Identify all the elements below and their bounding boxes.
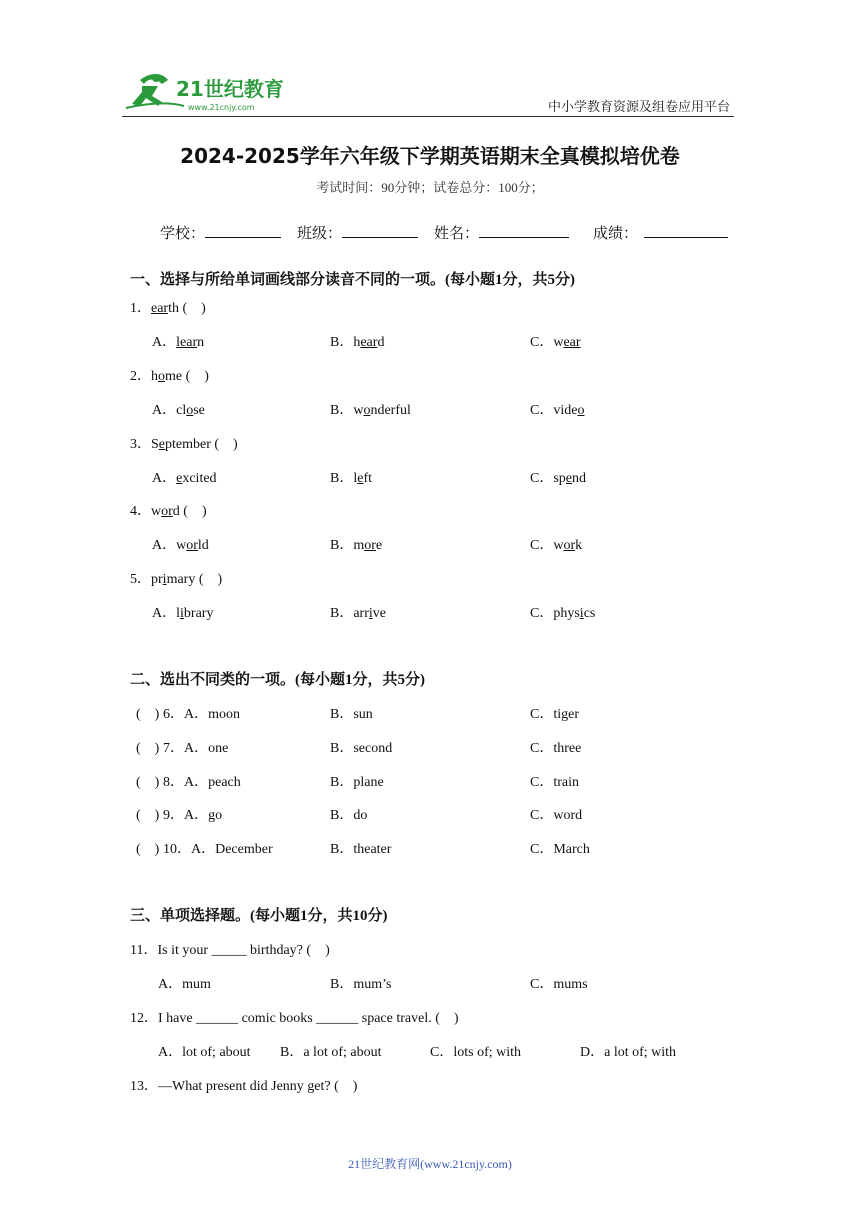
underlined-part: or xyxy=(161,504,173,519)
exam-info: 考试时间：90分钟；试卷总分：100分； xyxy=(316,180,544,195)
word-part: h xyxy=(151,369,158,384)
school-field[interactable] xyxy=(160,222,281,243)
section-1-title: 一、选择与所给单词画线部分读音不同的一项。(每小题1分，共5分) xyxy=(130,272,575,288)
question-number: 2． xyxy=(130,369,151,384)
section-3-title: 三、单项选择题。(每小题1分，共10分) xyxy=(130,908,388,924)
question-11-option-b[interactable]: B．mum’s xyxy=(330,977,392,992)
name-label: 姓名： xyxy=(434,226,480,242)
word-part: xcited xyxy=(182,471,217,486)
answer-paren: ( ) xyxy=(182,369,209,384)
option-letter: C． xyxy=(530,606,554,621)
question-5-stem xyxy=(130,568,222,588)
question-12-option-b[interactable]: B．a lot of; about xyxy=(280,1045,382,1060)
word-part: d xyxy=(377,335,385,350)
word-part: se xyxy=(193,403,205,418)
question-4-stem xyxy=(130,500,207,520)
underlined-part: ear xyxy=(360,335,378,350)
option-letter: A． xyxy=(152,538,177,553)
option-letter: A． xyxy=(152,471,177,486)
question-5-option-b[interactable] xyxy=(330,602,386,622)
name-blank[interactable] xyxy=(479,223,569,238)
question-1-option-c[interactable] xyxy=(530,331,581,351)
underlined-part: i xyxy=(180,606,184,621)
question-4-option-b[interactable] xyxy=(330,534,382,554)
option-letter: A． xyxy=(152,606,177,621)
answer-paren: ( ) xyxy=(210,437,238,452)
word-part: me xyxy=(165,369,183,384)
question-number: 5． xyxy=(130,572,151,587)
word-part: arr xyxy=(353,606,369,621)
name-field[interactable] xyxy=(434,222,569,243)
footer-source[interactable]: 21世纪教育网(www.21cnjy.com) xyxy=(348,1157,512,1171)
option-letter: B． xyxy=(330,471,354,486)
question-5-option-a[interactable] xyxy=(152,602,213,622)
question-10-answer-paren[interactable]: ( ) xyxy=(136,842,160,857)
option-letter: B． xyxy=(330,538,354,553)
underlined-part: lear xyxy=(176,335,198,350)
question-6-option-a[interactable]: 6．A．moon xyxy=(163,707,240,722)
word-part: ve xyxy=(372,606,386,621)
logo-text: 21世纪教育 xyxy=(176,77,284,101)
word-part: nd xyxy=(572,471,587,486)
underlined-part: o xyxy=(577,403,585,418)
underlined-part: e xyxy=(565,471,573,486)
underlined-part: or xyxy=(364,538,376,553)
question-2-option-a[interactable] xyxy=(152,399,205,419)
score-label: 成绩： xyxy=(593,226,639,242)
question-11-option-a[interactable]: A．mum xyxy=(158,977,211,992)
question-8-option-a[interactable]: 8．A．peach xyxy=(163,775,241,790)
option-letter: B． xyxy=(330,606,354,621)
underlined-part: e xyxy=(158,437,166,452)
school-label: 学校： xyxy=(160,226,206,242)
word-part: nderful xyxy=(370,403,411,418)
option-letter: B． xyxy=(330,403,354,418)
word-part: d xyxy=(172,504,180,519)
question-12-option-d[interactable]: D．a lot of; with xyxy=(580,1045,677,1060)
header-divider xyxy=(122,116,734,117)
word-part: phys xyxy=(553,606,580,621)
underlined-part: o xyxy=(158,369,165,384)
underlined-part: i xyxy=(579,606,584,621)
logo-url: www.21cnjy.com xyxy=(188,103,255,112)
question-2-stem xyxy=(130,365,209,385)
word-part: w xyxy=(151,504,162,519)
underlined-part: i xyxy=(368,606,373,621)
word-part: cs xyxy=(583,606,596,621)
question-11-option-c[interactable]: C．mums xyxy=(530,977,588,992)
word-part: ft xyxy=(363,471,373,486)
question-6-option-c[interactable]: C．tiger xyxy=(530,707,579,722)
word-part: l xyxy=(353,471,358,486)
word-part: pr xyxy=(151,572,163,587)
question-number: 4． xyxy=(130,504,151,519)
word-part: l xyxy=(176,606,181,621)
answer-paren: ( ) xyxy=(179,504,207,519)
question-1-option-a[interactable] xyxy=(152,331,204,351)
question-2-option-b[interactable] xyxy=(330,399,411,419)
word-part: w xyxy=(553,335,564,350)
question-5-option-c[interactable] xyxy=(530,602,595,622)
word-part: vide xyxy=(553,403,578,418)
question-3-option-b[interactable] xyxy=(330,467,372,487)
logo xyxy=(122,70,292,114)
question-number: 3． xyxy=(130,437,151,452)
question-8-option-c[interactable]: C．train xyxy=(530,775,579,790)
underlined-part: e xyxy=(357,471,364,486)
question-7-answer-paren[interactable]: ( ) xyxy=(136,741,160,756)
answer-paren: ( ) xyxy=(178,301,206,316)
underlined-part: o xyxy=(186,403,194,418)
option-letter: C． xyxy=(530,538,554,553)
question-7-option-a[interactable]: 7．A．one xyxy=(163,741,229,756)
underlined-part: or xyxy=(186,538,198,553)
option-letter: C． xyxy=(530,335,554,350)
question-4-option-a[interactable] xyxy=(152,534,209,554)
question-11-stem: 11．Is it your _____ birthday? ( ) xyxy=(130,943,330,958)
word-part: cl xyxy=(176,403,187,418)
underlined-part: or xyxy=(563,538,576,553)
page-title: 2024-2025学年六年级下学期英语期末全真模拟培优卷 xyxy=(180,144,680,168)
question-10-option-b[interactable]: B．theater xyxy=(330,842,392,857)
word-part: h xyxy=(353,335,361,350)
underlined-part: e xyxy=(176,471,183,486)
question-12-stem: 12．I have ______ comic books ______ space travel. ( ) xyxy=(130,1011,459,1026)
word-part: S xyxy=(151,437,159,452)
question-6-answer-paren[interactable]: ( ) xyxy=(136,707,160,722)
question-9-option-a[interactable]: 9．A．go xyxy=(163,808,223,823)
option-letter: A． xyxy=(152,335,177,350)
question-1-option-b[interactable] xyxy=(330,331,384,351)
answer-paren: ( ) xyxy=(195,572,223,587)
question-8-option-b[interactable]: B．plane xyxy=(330,775,384,790)
word-part: sp xyxy=(553,471,566,486)
word-part: brary xyxy=(183,606,214,621)
class-blank[interactable] xyxy=(342,223,418,238)
underlined-part: ear xyxy=(151,301,169,316)
class-field[interactable] xyxy=(297,222,418,243)
word-part: n xyxy=(197,335,205,350)
question-3-option-a[interactable] xyxy=(152,467,217,487)
school-blank[interactable] xyxy=(205,223,281,238)
word-part: e xyxy=(375,538,383,553)
word-part: mary xyxy=(166,572,196,587)
word-part: w xyxy=(553,538,564,553)
question-8-answer-paren[interactable]: ( ) xyxy=(136,775,160,790)
question-6-option-b[interactable]: B．sun xyxy=(330,707,373,722)
score-blank[interactable] xyxy=(644,223,728,238)
runner-logo-icon xyxy=(122,70,292,114)
score-field[interactable] xyxy=(593,222,728,243)
question-7-option-b[interactable]: B．second xyxy=(330,741,393,756)
question-number: 1． xyxy=(130,301,151,316)
question-1-stem xyxy=(130,297,206,317)
underlined-part: ear xyxy=(563,335,581,350)
question-2-option-c[interactable] xyxy=(530,399,584,419)
question-12-option-c[interactable]: C．lots of; with xyxy=(430,1045,522,1060)
question-7-option-c[interactable]: C．three xyxy=(530,741,582,756)
question-9-option-c[interactable]: C．word xyxy=(530,808,583,823)
question-9-option-b[interactable]: B．do xyxy=(330,808,368,823)
word-part: ptember xyxy=(165,437,211,452)
option-letter: C． xyxy=(530,403,554,418)
option-letter: B． xyxy=(330,335,354,350)
question-10-option-c[interactable]: C．March xyxy=(530,842,590,857)
word-part: ld xyxy=(197,538,209,553)
question-3-option-c[interactable] xyxy=(530,467,586,487)
class-label: 班级： xyxy=(297,226,343,242)
word-part: m xyxy=(353,538,365,553)
section-2-title: 二、选出不同类的一项。(每小题1分，共5分) xyxy=(130,672,425,688)
question-12-option-a[interactable]: A．lot of; about xyxy=(158,1045,251,1060)
question-9-answer-paren[interactable]: ( ) xyxy=(136,808,160,823)
underlined-part: i xyxy=(162,572,167,587)
word-part: k xyxy=(575,538,583,553)
platform-label: 中小学教育资源及组卷应用平台 xyxy=(547,99,730,114)
option-letter: C． xyxy=(530,471,554,486)
word-part: th xyxy=(168,301,179,316)
word-part: w xyxy=(176,538,187,553)
question-10-option-a[interactable]: 10．A．December xyxy=(163,842,273,857)
word-part: w xyxy=(353,403,364,418)
question-13-stem: 13．—What present did Jenny get? ( ) xyxy=(130,1079,358,1094)
underlined-part: o xyxy=(363,403,371,418)
option-letter: A． xyxy=(152,403,177,418)
question-4-option-c[interactable] xyxy=(530,534,582,554)
question-3-stem xyxy=(130,433,238,453)
